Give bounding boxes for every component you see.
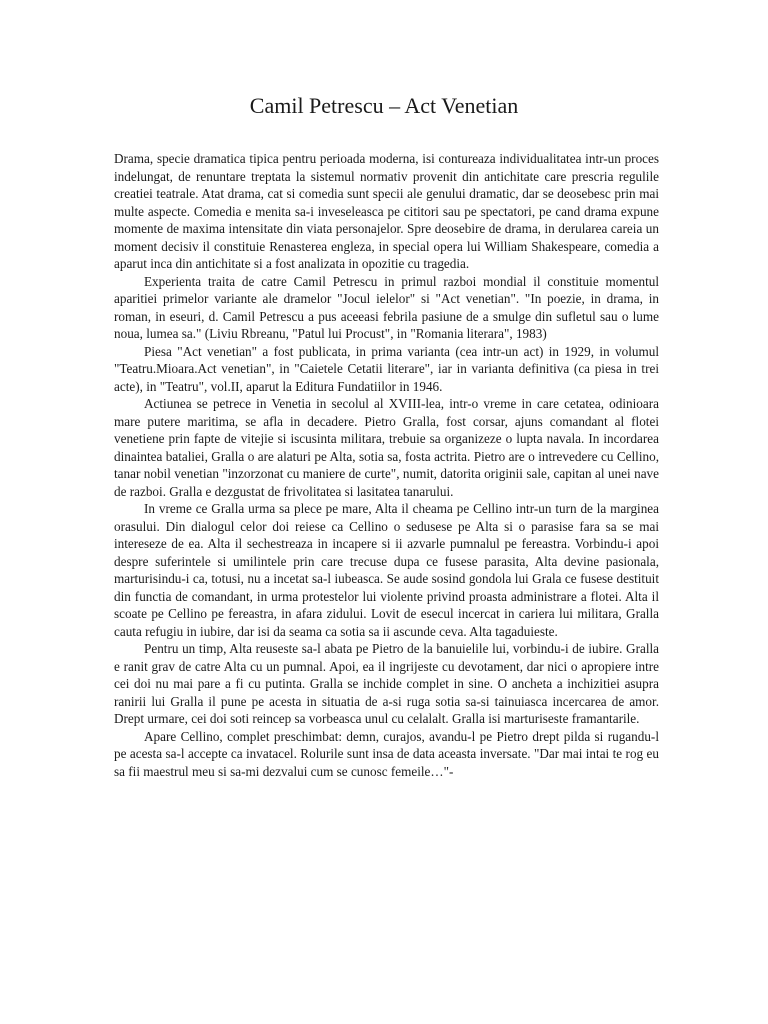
paragraph: Pentru un timp, Alta reuseste sa-l abata pe Pietro de la banuielile lui, vorbindu-i de iubire. Gralla e ranit grav de catre Alta cu un pumnal. Apoi, ea il ingrijeste cu devotament, dar nici o apropiere intre cei doi nu mai pare a fi cu putinta. Gralla se inchide complet in sine. O ancheta a inchizitiei asupra ranirii lui Gralla il pune pe acesta in situatia de a-si ruga sotia sa-si tainuiasca incercarea de amor. Drept urmare, cei doi soti reincep sa vorbeasca unul cu celalalt. Gralla isi marturiseste framantarile. — [114, 641, 659, 726]
paragraph: In vreme ce Gralla urma sa plece pe mare, Alta il cheama pe Cellino intr-un turn de la marginea orasului. Din dialogul celor doi reiese ca Cellino o sedusese pe Alta si o parasise fara sa se mai intereseze de ea. Alta il sechestreaza in incapere si ii azvarle pumnalul pe fereastra. Vorbindu-i apoi despre suferintele si umilintele prin care trecuse dupa ce fusese parasita, Alta devine pasionala, marturisindu-i ca, totusi, nu a incetat sa-l iubeasca. Se aude sosind gondola lui Grala ce fusese destituit din functia de comandant, in urma protestelor lui violente privind proasta administrare a flotei. Alta il scoate pe Cellino pe fereastra, in afara zidului. Lovit de esecul incercat in cariera lui militara, Gralla cauta refugiu in iubire, dar isi da seama ca sotia sa ii ascunde ceva. Alta tagaduieste. — [114, 501, 659, 639]
document-title: Camil Petrescu – Act Venetian — [249, 93, 519, 118]
document-body — [114, 150, 659, 780]
paragraph: Actiunea se petrece in Venetia in secolul al XVIII-lea, intr-o vreme in care cetatea, odinioara mare putere maritima, se afla in decadere. Pietro Gralla, fost corsar, ajuns comandant al flotei venetiene prin fapte de vitejie si iscusinta militara, trebuie sa organizeze o lupta navala. In incordarea dinaintea bataliei, Gralla o are alaturi pe Alta, sotia sa, fosta actrita. Pietro are o intrevedere cu Cellino, tanar nobil venetian "inzorzonat cu maniere de curte", numit, datorita originii sale, capitan al unei nave de razboi. Gralla e dezgustat de frivolitatea si lasitatea tanarului. — [114, 396, 659, 499]
paragraph: Apare Cellino, complet preschimbat: demn, curajos, avandu-l pe Pietro drept pilda si rugandu-l pe acesta sa-l accepte ca invatacel. Rolurile sunt insa de data aceasta inversate. "Dar mai intai te rog eu sa fii maestrul meu si sa-mi dezvalui cum se cunosc femeile…"- — [114, 728, 659, 779]
paragraph: Drama, specie dramatica tipica pentru perioada moderna, isi contureaza individualitatea intr-un proces indelungat, de renuntare treptata la sistemul normativ provenit din antichitate care prescria regulile creatiei teatrale. Atat drama, cat si comedia sunt specii ale genului dramatic, dar se deosebesc prin mai multe aspecte. Comedia e menita sa-i inveseleasca pe cititori sau pe spectatori, pe cand drama expune momente de maxima intensitate din viata personajelor. Spre deosebire de drama, in derularea careia un moment decisiv il constituie Renasterea engleza, in special opera lui William Shakespeare, comedia a aparut inca din antichitate si a fost analizata in opozitie cu tragedia. — [114, 151, 659, 271]
paragraph: Experienta traita de catre Camil Petrescu in primul razboi mondial il constituie momentul aparitiei primelor variante ale dramelor "Jocul ielelor" si "Act venetian". "In poezie, in drama, in roman, in eseuri, d. Camil Petrescu a pus aceeasi febrila pasiune de a smulge din sufletul sau o lume noua, lumea sa." (Liviu Rbreanu, "Patul lui Procust", in "Romania literara", 1983) — [114, 273, 659, 341]
paragraph: Piesa "Act venetian" a fost publicata, in prima varianta (cea intr-un act) in 1929, in volumul "Teatru.Mioara.Act venetian", in "Caietele Cetatii literare", iar in varianta definitiva (ca piesa in trei acte), in "Teatru", vol.II, aparut la Editura Fundatiilor in 1946. — [114, 343, 659, 394]
